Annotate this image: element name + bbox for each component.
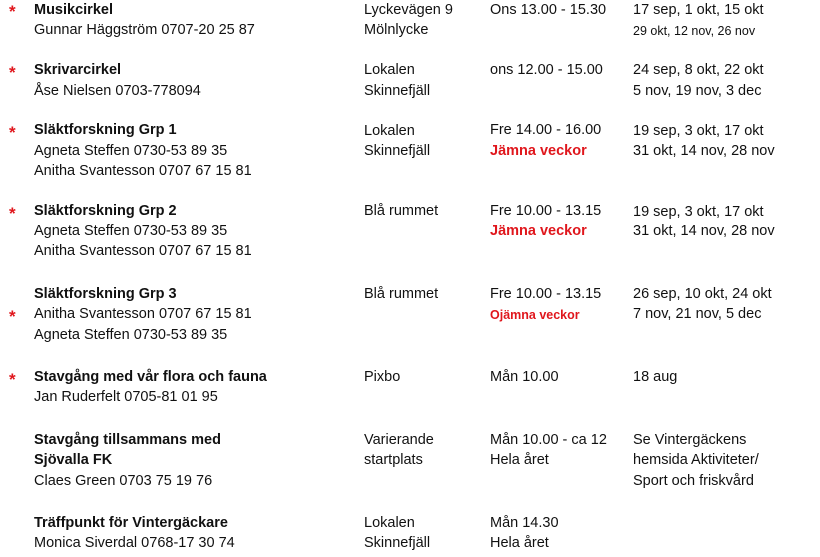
- time-line: Fre 10.00 - 13.15: [490, 203, 602, 219]
- dates-line: 19 sep, 3 okt, 17 okt: [633, 123, 764, 139]
- time-line: Fre 14.00 - 16.00: [490, 122, 602, 138]
- contact-line: Åse Nielsen 0703-778094: [34, 83, 201, 99]
- dates-line: 31 okt, 14 nov, 28 nov: [633, 143, 775, 159]
- dates-line: 5 nov, 19 nov, 3 dec: [633, 83, 762, 99]
- place-line: Lyckevägen 9: [364, 2, 453, 18]
- contact-line: Jan Ruderfelt 0705-81 01 95: [34, 389, 218, 405]
- activity-title: Släktforskning Grp 1: [34, 122, 177, 138]
- place-line: startplats: [364, 452, 423, 468]
- week-note: Jämna veckor: [490, 143, 587, 159]
- week-note: Ojämna veckor: [490, 308, 580, 322]
- dates-line: Se Vintergäckens: [633, 432, 747, 448]
- time-line: Mån 10.00 - ca 12: [490, 432, 607, 448]
- place-line: Blå rummet: [364, 286, 439, 302]
- contact-line: Agneta Steffen 0730-53 89 35: [34, 143, 228, 159]
- place-line: Lokalen: [364, 123, 415, 139]
- time-line: Ons 13.00 - 15.30: [490, 2, 607, 18]
- time-line: ons 12.00 - 15.00: [490, 62, 603, 78]
- time-line: Fre 10.00 - 13.15: [490, 286, 602, 302]
- contact-line: Agneta Steffen 0730-53 89 35: [34, 327, 228, 343]
- dates-line: 29 okt, 12 nov, 26 nov: [633, 24, 756, 38]
- time-line: Mån 10.00: [490, 369, 559, 385]
- activity-title: Släktforskning Grp 2: [34, 203, 177, 219]
- star-marker: *: [9, 63, 16, 82]
- contact-line: Anitha Svantesson 0707 67 15 81: [34, 306, 252, 322]
- dates-line: 19 sep, 3 okt, 17 okt: [633, 204, 764, 220]
- time-line: Hela året: [490, 452, 549, 468]
- star-marker: *: [9, 370, 16, 389]
- dates-line: 17 sep, 1 okt, 15 okt: [633, 2, 764, 18]
- activity-title: Stavgång tillsammans med: [34, 432, 221, 448]
- place-line: Varierande: [364, 432, 434, 448]
- contact-line: Gunnar Häggström 0707-20 25 87: [34, 22, 255, 38]
- dates-line: 18 aug: [633, 369, 678, 385]
- contact-line: Claes Green 0703 75 19 76: [34, 473, 213, 489]
- activity-title: Träffpunkt för Vintergäckare: [34, 515, 228, 531]
- activity-title: Stavgång med vår flora och fauna: [34, 369, 267, 385]
- place-line: Lokalen: [364, 62, 415, 78]
- place-line: Pixbo: [364, 369, 401, 385]
- contact-line: Anitha Svantesson 0707 67 15 81: [34, 243, 252, 259]
- dates-line: 26 sep, 10 okt, 24 okt: [633, 286, 772, 302]
- dates-line: 31 okt, 14 nov, 28 nov: [633, 223, 775, 239]
- activity-title: Släktforskning Grp 3: [34, 286, 177, 302]
- place-line: Skinnefjäll: [364, 83, 431, 99]
- place-line: Blå rummet: [364, 203, 439, 219]
- activity-title: Skrivarcirkel: [34, 62, 122, 78]
- star-marker: *: [9, 2, 16, 21]
- week-note: Jämna veckor: [490, 223, 587, 239]
- dates-line: Sport och friskvård: [633, 473, 754, 489]
- place-line: Skinnefjäll: [364, 535, 431, 551]
- dates-line: 7 nov, 21 nov, 5 dec: [633, 306, 762, 322]
- contact-line: Anitha Svantesson 0707 67 15 81: [34, 163, 252, 179]
- activity-title: Sjövalla FK: [34, 452, 113, 468]
- star-marker: *: [9, 204, 16, 223]
- contact-line: Agneta Steffen 0730-53 89 35: [34, 223, 228, 239]
- place-line: Mölnlycke: [364, 22, 429, 38]
- star-marker: *: [9, 307, 16, 326]
- star-marker: *: [9, 123, 16, 142]
- time-line: Mån 14.30: [490, 515, 559, 531]
- place-line: Skinnefjäll: [364, 143, 431, 159]
- dates-line: hemsida Aktiviteter/: [633, 452, 759, 468]
- time-line: Hela året: [490, 535, 549, 551]
- dates-line: 24 sep, 8 okt, 22 okt: [633, 62, 764, 78]
- place-line: Lokalen: [364, 515, 415, 531]
- contact-line: Monica Siverdal 0768-17 30 74: [34, 535, 235, 551]
- activity-title: Musikcirkel: [34, 2, 113, 18]
